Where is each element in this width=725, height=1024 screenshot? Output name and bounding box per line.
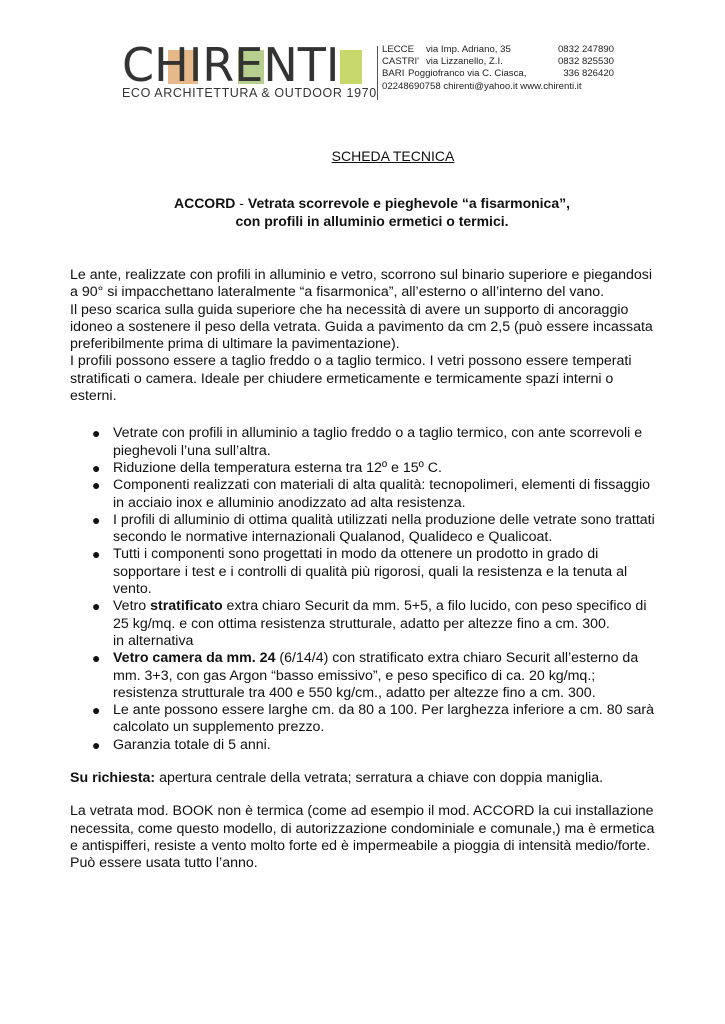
bold-term: stratificato — [150, 598, 223, 615]
contact-phone: 336 826420 — [563, 68, 614, 80]
logo-tagline: ECO ARCHITETTURA & OUTDOOR 1970 — [122, 86, 377, 100]
contact-row-bari — [382, 68, 614, 80]
intro-paragraph: Le ante, realizzate con profili in alluminio e vetro, scorrono sul binario superiore e piegandosi a 90° si impacchettano lateralmente “a fisarmonica”, all’esterno o all’interno del vano. — [70, 267, 653, 301]
logo-letter: I — [188, 38, 203, 92]
contact-row-lecce — [382, 44, 614, 56]
contact-footer — [382, 81, 614, 93]
contact-address: via Imp. Adriano, 35 — [426, 44, 511, 55]
subtitle-line-2: con profili in alluminio ermetici o termici. — [235, 213, 509, 229]
list-item: ● Riduzione della temperatura esterna tra 12º e 15º C. — [92, 459, 442, 476]
subtitle-separator: - — [235, 195, 248, 211]
document-title: SCHEDA TECNICA — [331, 148, 455, 164]
contact-row-castri — [382, 56, 614, 68]
list-item: ● Vetro camera da mm. 24 (6/14/4) con stratificato extra chiaro Securit all’esterno da mm. 3+3, con gas Argon “basso emissivo”, e peso specifico di ca. 20 kg/mq.; resistenza strutturale tra 400 e 550 kg/cm., adatto per altezze fino a cm. 300. — [92, 650, 639, 701]
request-label: Su richiesta: — [70, 770, 156, 787]
subtitle-line-1: Vetrata scorrevole e pieghevole “a fisarmonica”, — [247, 195, 571, 211]
bullet-icon: ● — [92, 702, 101, 719]
contact-city: LECCE — [382, 44, 414, 55]
list-item: ● Garanzia totale di 5 anni. — [92, 736, 271, 753]
contact-info — [382, 44, 614, 93]
company-logo — [120, 38, 377, 102]
product-name: ACCORD — [173, 195, 236, 211]
logo-color-block-3 — [340, 50, 362, 84]
logo-letter: N — [263, 38, 298, 92]
bullet-icon: ● — [92, 511, 101, 528]
feature-list — [70, 425, 660, 754]
logo-letter: I — [325, 38, 340, 92]
weight-paragraph: Il peso scarica sulla guida superiore che ha necessità di avere un supporto di ancoraggio idoneo a sostenere il peso della vetrata. Guida a pavimento da cm 2,5 (può essere incassata preferibilmente prima di ultimare la pavimentazione). — [70, 301, 653, 353]
document-subtitle — [70, 194, 660, 230]
closing-paragraph: La vetrata mod. BOOK non è termica (come ad esempio il mod. ACCORD la cui installazione necessita, come questo modello, di autorizzazione condominiale e comunale,) ma è ermetica e antispifferi, resiste a vento molto forte ed è impermeabile a pioggia di intensità medio/forte. Può essere usata tutto l’anno. — [70, 803, 655, 872]
contact-phone: 0832 247890 — [557, 44, 614, 55]
logo-letter: E — [234, 38, 264, 92]
alternative-note: in alternativa — [113, 632, 194, 649]
logo-letter: C — [122, 38, 155, 92]
request-text: apertura centrale della vetrata; serratura a chiave con doppia maniglia. — [155, 770, 604, 787]
header-divider — [377, 46, 378, 100]
contact-address: Poggiofranco via C. Ciasca, — [408, 68, 527, 80]
logo-letter: H — [154, 38, 189, 92]
letterhead — [120, 38, 614, 102]
bullet-icon: ● — [92, 650, 101, 667]
contact-address: via Lizzanello, Z.I. — [426, 56, 503, 68]
document-body — [70, 146, 660, 873]
list-item: ● Le ante possono essere larghe cm. da 80 a 100. Per larghezza inferiore a cm. 80 sarà calcolato un supplemento prezzo. — [92, 702, 655, 736]
contact-phone: 0832 825530 — [557, 56, 614, 68]
list-item: ● Vetro stratificato extra chiaro Securit da mm. 5+5, a filo lucido, con peso specifico di 25 kg/mq. e con ottima resistenza strutturale, adatto per altezze fino a cm. 300. in alternativa — [92, 598, 647, 649]
list-item: ● Componenti realizzati con materiali di alta qualità: tecnopolimeri, elementi di fissaggio in acciaio inox e alluminio anodizzato ad alta resistenza. — [92, 477, 651, 511]
logo-letter: R — [202, 38, 235, 92]
list-item: ● Vetrate con profili in alluminio a taglio freddo o a taglio termico, con ante scorrevoli e pieghevoli l’una sull’altra. — [92, 425, 643, 459]
bullet-icon: ● — [92, 736, 101, 753]
bullet-icon: ● — [92, 459, 101, 476]
request-paragraph — [70, 770, 660, 787]
profiles-paragraph: I profili possono essere a taglio freddo o a taglio termico. I vetri possono essere temperati stratificati o camera. Ideale per chiudere ermeticamente e termicamente spazi interni o esterni. — [70, 353, 632, 405]
bullet-icon: ● — [92, 598, 101, 615]
contact-footer-text: 02248690758 chirenti@yahoo.it www.chirenti.it — [382, 80, 582, 92]
list-item: ● Tutti i componenti sono progettati in modo da ottenere un prodotto in grado di sopportare i test e i controlli di qualità più rigorosi, quali la resistenza e la tenuta al vento. — [92, 546, 628, 598]
contact-city: CASTRI' — [382, 56, 420, 68]
logo-wordmark — [122, 38, 340, 92]
list-item: ● I profili di alluminio di ottima qualità utilizzati nella produzione delle vetrate sono trattati secondo le normative internazionali Qualanod, Qualideco e Qualicoat. — [92, 511, 655, 546]
bullet-icon: ● — [92, 546, 101, 563]
logo-letter: T — [297, 38, 326, 92]
bullet-icon: ● — [92, 477, 101, 494]
contact-city: BARI — [382, 68, 405, 80]
bullet-icon: ● — [92, 425, 101, 442]
bold-term: Vetro camera da mm. 24 — [113, 650, 276, 667]
